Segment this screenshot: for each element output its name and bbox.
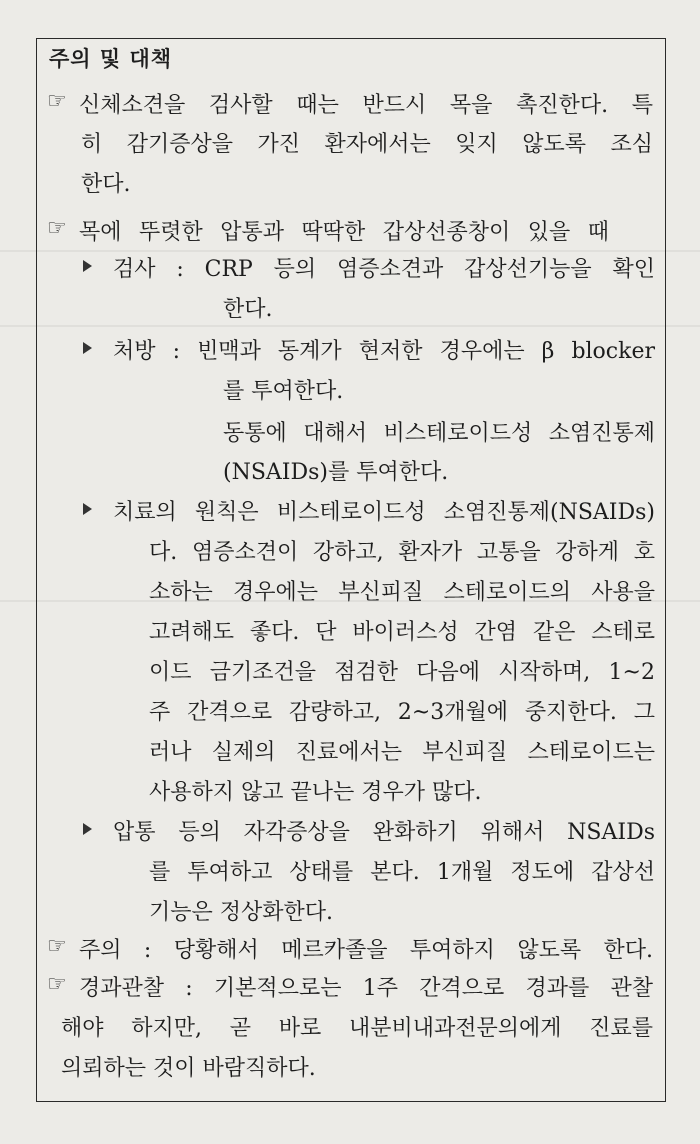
triangle-bullet-icon [83, 503, 92, 515]
text-line: 동통에 대해서 비스테로이드성 소염진통제 [223, 421, 655, 446]
text-line: (NSAIDs)를 투여한다. [223, 460, 449, 485]
text-line: 처방 : 빈맥과 동계가 현저한 경우에는 β blocker [113, 339, 655, 364]
text-line: 한다. [223, 297, 273, 322]
text-line: 목에 뚜렷한 압통과 딱딱한 갑상선종창이 있을 때 [79, 220, 609, 245]
text-line: 주의 : 당황해서 메르카졸을 투여하지 않도록 한다. [79, 938, 653, 963]
text-line: 다. 염증소견이 강하고, 환자가 고통을 강하게 호 [149, 540, 655, 565]
text-line: 해야 하지만, 곧 바로 내분비내과전문의에게 진료를 [61, 1016, 653, 1041]
text-line: 압통 등의 자각증상을 완화하기 위해서 NSAIDs [113, 820, 655, 845]
pointing-hand-icon: ☞ [47, 972, 67, 997]
text-line: 소하는 경우에는 부신피질 스테로이드의 사용을 [149, 580, 655, 605]
text-line: 사용하지 않고 끝나는 경우가 많다. [149, 780, 482, 805]
triangle-bullet-icon [83, 260, 92, 272]
text-line: 를 투여하고 상태를 본다. 1개월 정도에 갑상선 [149, 860, 655, 885]
caution-box [36, 38, 666, 1102]
section-heading: 주의 및 대책 [49, 47, 173, 71]
pointing-hand-icon: ☞ [47, 89, 67, 114]
text-line: 러나 실제의 진료에서는 부신피질 스테로이드는 [149, 740, 655, 765]
text-line: 신체소견을 검사할 때는 반드시 목을 촉진한다. 특 [79, 93, 653, 118]
text-line: 를 투여한다. [223, 379, 344, 404]
text-line: 의뢰하는 것이 바람직하다. [61, 1056, 316, 1081]
text-line: 주 간격으로 감량하고, 2~3개월에 중지한다. 그 [149, 700, 655, 725]
pointing-hand-icon: ☞ [47, 934, 67, 959]
text-line: 경과관찰 : 기본적으로는 1주 간격으로 경과를 관찰 [79, 976, 653, 1001]
pointing-hand-icon: ☞ [47, 216, 67, 241]
text-line: 고려해도 좋다. 단 바이러스성 간염 같은 스테로 [149, 620, 655, 645]
text-line: 히 감기증상을 가진 환자에서는 잊지 않도록 조심 [81, 132, 653, 157]
text-line: 치료의 원칙은 비스테로이드성 소염진통제(NSAIDs) [113, 500, 655, 525]
text-line: 검사 : CRP 등의 염증소견과 갑상선기능을 확인 [113, 257, 655, 282]
text-line: 이드 금기조건을 점검한 다음에 시작하며, 1~2 [149, 660, 655, 685]
triangle-bullet-icon [83, 823, 92, 835]
text-line: 기능은 정상화한다. [149, 900, 334, 925]
triangle-bullet-icon [83, 342, 92, 354]
text-line: 한다. [81, 172, 131, 197]
